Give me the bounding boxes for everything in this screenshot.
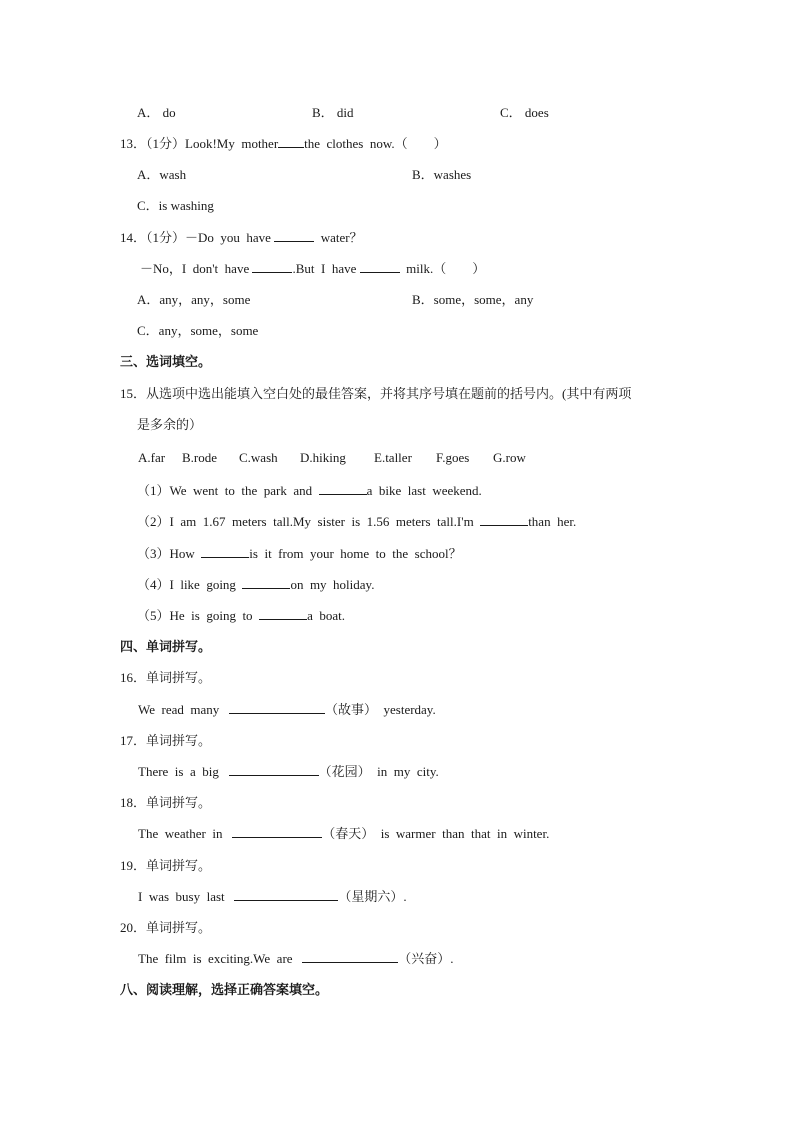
q19-post: （星期六）. [338,889,407,904]
q13-option-b: B．washes [412,167,472,182]
q14-option-c: C．any，some，some [137,323,259,338]
q20-blank [302,950,398,963]
q15-choice-g: G.row [493,450,526,465]
section3-title: 三、选词填空。 [120,354,212,369]
q15-item-2-blank [480,513,528,526]
q14-option-b: B．some，some，any [412,292,534,307]
q20-head: 20．单词拼写。 [120,920,212,935]
q17-blank [229,763,319,776]
q14-line2-pre: －No，I don't have [140,261,250,276]
q13-option-a: A．wash [137,167,187,182]
q12-option-c: C． does [500,105,549,120]
q20-pre: The film is exciting.We are [138,951,293,966]
q15-choice-a: A.far [138,450,166,465]
q15-item-2 [137,513,576,531]
q17-pre: There is a big [138,764,219,779]
q13-blank [278,135,304,148]
q15-item-1-post: a bike last weekend. [366,483,482,498]
q18-sentence [138,825,549,843]
q16-sentence [138,701,436,719]
q15-item-4-blank [242,576,290,589]
q15-item-1-pre: （1）We went to the park and [137,483,313,498]
q18-post: （春天） is warmer than that in winter. [322,826,550,841]
q15-choice-e: E.taller [374,450,412,465]
q18-blank [232,825,322,838]
q17-sentence [138,763,439,781]
section4-title: 四、单词拼写。 [120,639,212,654]
q15-item-4 [137,576,374,594]
q15-instruction-line1: 15．从选项中选出能填入空白处的最佳答案，并将其序号填在题前的括号内。(其中有两项 [120,386,632,401]
q20-sentence [138,950,454,968]
q16-post: （故事） yesterday. [325,702,436,717]
section8-title: 八、阅读理解，选择正确答案填空。 [120,982,329,997]
q19-blank [234,888,338,901]
q15-item-1 [137,482,482,500]
q16-blank [229,701,325,714]
q15-item-2-pre: （2）I am 1.67 meters tall.My sister is 1.56 meters tall.I'm [137,514,474,529]
q16-pre: We read many [138,702,220,717]
q15-item-4-pre: （4）I like going [137,577,236,592]
q18-head: 18．单词拼写。 [120,795,212,810]
q14-line2 [140,260,485,278]
q13-option-c: C．is washing [137,198,214,213]
q15-item-2-post: than her. [528,514,577,529]
q15-item-5-blank [259,607,307,620]
q15-item-4-post: on my holiday. [290,577,375,592]
q15-choice-c: C.wash [239,450,278,465]
q14-line2-post: milk.（ ） [406,261,486,276]
q13-stem-pre: 13．（1分）Look!My mother [120,136,279,151]
q15-item-3 [137,545,462,563]
q14-option-a: A．any，any，some [137,292,251,307]
q19-pre: I was busy last [138,889,225,904]
q14-line1 [120,229,363,247]
q12-option-a: A． do [137,105,176,120]
q12-option-b: B． did [312,105,354,120]
q15-item-5-pre: （5）He is going to [137,608,253,623]
q15-instruction-line2: 是多余的） [137,417,203,432]
q17-head: 17．单词拼写。 [120,733,212,748]
q15-item-3-blank [201,545,249,558]
q14-line1-pre: 14．（1分）－Do you have [120,230,271,245]
q15-item-3-pre: （3）How [137,546,195,561]
q13-stem [120,135,447,153]
q15-choice-f: F.goes [436,450,470,465]
q19-head: 19．单词拼写。 [120,858,212,873]
q15-item-3-post: is it from your home to the school？ [249,546,462,561]
q14-blank-2 [252,260,292,273]
q14-blank-3 [360,260,400,273]
q14-blank-1 [274,229,314,242]
q15-item-1-blank [319,482,367,495]
q17-post: （花园） in my city. [318,764,439,779]
q19-sentence [138,888,407,906]
q15-choice-b: B.rode [182,450,218,465]
q15-item-5-post: a boat. [307,608,345,623]
q14-line1-post: water？ [320,230,363,245]
q20-post: （兴奋）. [398,951,454,966]
q18-pre: The weather in [138,826,223,841]
q15-item-5 [137,607,345,625]
q15-choice-d: D.hiking [300,450,346,465]
q16-head: 16．单词拼写。 [120,670,212,685]
q14-line2-mid: .But I have [292,261,357,276]
q13-stem-post: the clothes now.（ ） [304,136,447,151]
